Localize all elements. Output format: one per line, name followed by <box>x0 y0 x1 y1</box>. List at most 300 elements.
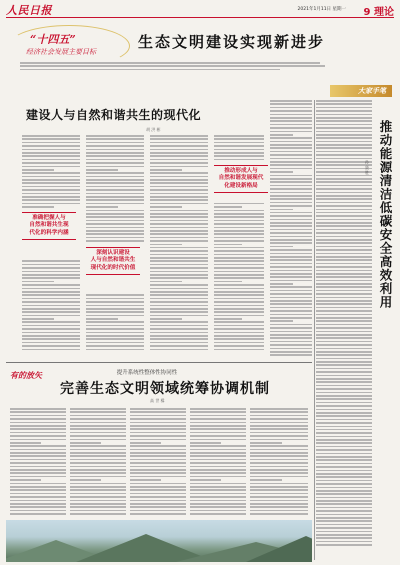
text-line <box>130 428 186 430</box>
text-line <box>214 267 264 269</box>
text-line <box>270 229 312 231</box>
text-line <box>86 308 144 310</box>
text-line <box>214 321 264 323</box>
text-line <box>150 193 208 195</box>
text-line <box>250 408 308 410</box>
text-line <box>214 203 264 205</box>
text-line <box>86 321 144 323</box>
text-line <box>22 321 80 323</box>
text-line <box>70 510 126 512</box>
text-line <box>150 216 208 218</box>
text-line <box>150 254 208 256</box>
text-line <box>214 264 264 266</box>
text-line <box>22 193 80 195</box>
text-line <box>270 137 312 139</box>
text-line <box>250 496 308 498</box>
text-line <box>150 271 208 273</box>
text-line <box>150 189 208 191</box>
column-divider <box>314 100 315 560</box>
text-line <box>22 338 80 340</box>
section-kicker-sub: 经济社会发展主要目标 <box>26 48 96 56</box>
text-line <box>22 277 80 279</box>
text-line <box>190 455 246 457</box>
text-line <box>316 314 372 316</box>
text-line <box>10 418 66 420</box>
text-line <box>150 328 208 330</box>
text-line <box>270 280 312 282</box>
text-line <box>22 328 80 330</box>
text-line <box>316 344 372 346</box>
text-line <box>316 225 372 227</box>
text-line <box>316 127 372 129</box>
text-line <box>70 469 126 471</box>
text-line <box>270 141 312 143</box>
text-line <box>130 496 186 498</box>
text-line <box>10 432 66 434</box>
text-line <box>316 212 372 214</box>
text-line <box>270 310 312 312</box>
text-line <box>22 308 80 310</box>
text-line <box>316 422 372 424</box>
text-line <box>70 466 126 468</box>
text-line <box>316 395 372 397</box>
text-line <box>150 291 208 293</box>
text-line <box>10 445 66 447</box>
text-line <box>214 308 264 310</box>
body-column-2 <box>86 135 144 352</box>
text-line <box>270 110 312 112</box>
article-title: 建设人与自然和谐共生的现代化 <box>26 108 202 122</box>
text-line <box>22 186 80 188</box>
text-line <box>316 303 372 305</box>
text-line <box>214 274 264 276</box>
text-line <box>130 479 161 481</box>
text-line <box>150 247 208 249</box>
text-line <box>316 368 372 370</box>
text-line <box>22 284 80 286</box>
text-line <box>214 298 264 300</box>
text-line <box>70 442 101 444</box>
text-line <box>316 185 372 187</box>
text-line <box>316 270 372 272</box>
text-line <box>70 435 126 437</box>
text-line <box>270 131 312 133</box>
text-line <box>70 449 126 451</box>
text-line <box>86 210 144 212</box>
text-line <box>250 415 308 417</box>
text-line <box>270 286 312 288</box>
text-line <box>250 500 308 502</box>
text-line <box>10 452 66 454</box>
column-banner-label: 大家手笔 <box>358 86 386 95</box>
text-line <box>86 301 144 303</box>
text-line <box>316 175 372 177</box>
text-line <box>22 298 80 300</box>
bottom-article-title: 完善生态文明领域统筹协调机制 <box>60 381 270 397</box>
text-line <box>316 436 372 438</box>
text-line <box>150 186 208 188</box>
text-line <box>86 186 144 188</box>
text-line <box>316 375 372 377</box>
text-line <box>270 266 312 268</box>
text-line <box>316 364 372 366</box>
text-line <box>86 162 144 164</box>
text-line <box>150 179 208 181</box>
text-line <box>22 145 80 147</box>
text-line <box>150 274 208 276</box>
section-intro-text <box>20 62 330 82</box>
text-line <box>130 435 186 437</box>
text-line <box>86 328 144 330</box>
text-line <box>70 462 126 464</box>
text-line <box>316 280 372 282</box>
text-line <box>10 486 66 488</box>
text-line <box>22 138 80 140</box>
text-line <box>10 435 66 437</box>
text-line <box>214 206 242 208</box>
text-line <box>316 456 372 458</box>
text-line <box>270 351 312 353</box>
text-line <box>22 199 80 201</box>
text-line <box>150 213 208 215</box>
text-line <box>316 446 372 448</box>
text-line <box>130 466 186 468</box>
text-line <box>70 455 126 457</box>
text-line <box>214 254 264 256</box>
text-line <box>316 493 372 495</box>
text-line <box>316 205 372 207</box>
text-line <box>316 310 372 312</box>
text-line <box>86 315 144 317</box>
text-line <box>316 453 372 455</box>
text-line <box>270 154 312 156</box>
text-line <box>22 332 80 334</box>
text-line <box>214 332 264 334</box>
text-line <box>270 144 312 146</box>
text-line <box>316 510 372 512</box>
text-line <box>316 341 372 343</box>
text-line <box>214 237 264 239</box>
text-line <box>70 486 126 488</box>
text-line <box>190 452 246 454</box>
text-line <box>214 155 264 157</box>
text-line <box>190 503 246 505</box>
text-line <box>316 426 372 428</box>
text-line <box>150 210 208 212</box>
text-line <box>150 162 208 164</box>
text-line <box>86 166 144 168</box>
text-line <box>270 270 312 272</box>
text-line <box>270 256 312 258</box>
text-line <box>22 260 80 262</box>
text-line <box>250 422 308 424</box>
text-line <box>214 345 264 347</box>
text-line <box>86 342 144 344</box>
text-line <box>316 239 372 241</box>
text-line <box>270 348 312 350</box>
text-line <box>316 439 372 441</box>
text-line <box>10 449 66 451</box>
text-line <box>190 439 246 441</box>
text-line <box>150 244 182 246</box>
text-line <box>316 480 372 482</box>
text-line <box>270 236 312 238</box>
text-line <box>70 408 126 410</box>
text-line <box>250 459 308 461</box>
text-line <box>150 138 208 140</box>
text-line <box>316 520 372 522</box>
text-line <box>150 345 208 347</box>
text-line <box>270 259 312 261</box>
text-line <box>130 500 186 502</box>
text-line <box>316 412 372 414</box>
text-line <box>316 141 372 143</box>
text-line <box>270 246 293 248</box>
text-line <box>214 240 264 242</box>
text-line <box>316 273 372 275</box>
text-line <box>270 317 312 319</box>
text-line <box>70 439 126 441</box>
text-line <box>270 249 312 251</box>
text-line <box>270 147 312 149</box>
text-line <box>22 274 80 276</box>
text-line <box>214 284 264 286</box>
text-line <box>214 233 264 235</box>
text-line <box>10 408 66 410</box>
text-line <box>214 305 264 307</box>
text-line <box>130 469 186 471</box>
text-line <box>70 445 126 447</box>
text-line <box>214 328 264 330</box>
text-line <box>214 294 264 296</box>
text-line <box>86 142 144 144</box>
text-line <box>270 175 312 177</box>
text-line <box>86 155 144 157</box>
text-line <box>214 135 264 137</box>
text-line <box>316 297 372 299</box>
text-line <box>150 342 208 344</box>
text-line <box>214 311 264 313</box>
text-line <box>250 503 308 505</box>
text-line <box>316 432 372 434</box>
text-line <box>10 476 66 478</box>
text-line <box>250 439 308 441</box>
text-line <box>270 195 312 197</box>
text-line <box>70 418 126 420</box>
text-line <box>316 419 372 421</box>
text-line <box>10 503 66 505</box>
text-line <box>150 240 208 242</box>
text-line <box>150 237 208 239</box>
text-line <box>150 311 208 313</box>
text-line <box>250 483 308 485</box>
text-line <box>10 425 66 427</box>
text-line <box>316 392 372 394</box>
page-number: 9 理论 <box>363 7 394 18</box>
text-line <box>150 294 208 296</box>
text-line <box>86 176 144 178</box>
text-line <box>130 472 186 474</box>
text-line <box>190 428 246 430</box>
text-line <box>150 166 208 168</box>
text-line <box>270 192 312 194</box>
text-line <box>10 455 66 457</box>
text-line <box>316 307 372 309</box>
text-line <box>86 349 144 351</box>
text-line <box>22 342 80 344</box>
text-line <box>86 149 144 151</box>
text-line <box>150 220 208 222</box>
text-line <box>190 445 246 447</box>
text-line <box>316 103 372 105</box>
text-line <box>270 276 312 278</box>
bottom-column-4 <box>190 408 246 517</box>
text-line <box>10 489 66 491</box>
text-line <box>190 493 246 495</box>
text-line <box>270 222 312 224</box>
text-line <box>150 149 208 151</box>
text-line <box>150 250 208 252</box>
text-line <box>22 149 80 151</box>
text-line <box>316 327 372 329</box>
text-line <box>150 267 208 269</box>
text-line <box>270 225 312 227</box>
text-line <box>86 145 144 147</box>
text-line <box>130 483 186 485</box>
text-line <box>70 489 126 491</box>
bottom-column-logo: 有的放矢 <box>10 370 42 380</box>
text-line <box>316 100 372 102</box>
text-line <box>316 114 372 116</box>
text-line <box>316 290 372 292</box>
text-line <box>250 462 308 464</box>
text-line <box>214 159 264 161</box>
text-line <box>316 514 372 516</box>
text-line <box>214 318 242 320</box>
text-line <box>316 449 372 451</box>
text-line <box>190 466 246 468</box>
text-line <box>316 131 372 133</box>
text-line <box>86 298 144 300</box>
text-line <box>316 381 372 383</box>
text-line <box>316 388 372 390</box>
text-line <box>150 199 208 201</box>
text-line <box>22 206 54 208</box>
text-line <box>86 206 118 208</box>
body-column-5 <box>270 100 312 358</box>
text-line <box>150 176 208 178</box>
text-line <box>190 442 221 444</box>
text-line <box>130 513 186 515</box>
text-line <box>250 445 308 447</box>
text-line <box>130 493 186 495</box>
text-line <box>150 277 208 279</box>
text-line <box>190 496 246 498</box>
text-line <box>130 486 186 488</box>
text-line <box>70 452 126 454</box>
section-kicker: “十四五” <box>30 33 76 46</box>
text-line <box>150 284 208 286</box>
text-line <box>150 335 208 337</box>
text-line <box>316 524 372 526</box>
text-line <box>270 209 293 211</box>
text-line <box>190 449 246 451</box>
text-line <box>214 149 264 151</box>
text-line <box>250 476 308 478</box>
text-line <box>316 151 372 153</box>
text-line <box>214 291 264 293</box>
text-line <box>270 327 312 329</box>
article-byline: 胡 洪 彬 <box>146 127 161 132</box>
text-line <box>214 257 264 259</box>
text-line <box>316 442 372 444</box>
text-line <box>150 315 208 317</box>
text-line <box>70 483 126 485</box>
text-line <box>214 216 264 218</box>
text-line <box>270 181 312 183</box>
masthead <box>6 3 394 18</box>
text-line <box>190 472 246 474</box>
text-line <box>86 338 144 340</box>
text-line <box>316 470 372 472</box>
text-line <box>70 503 126 505</box>
text-line <box>86 325 144 327</box>
text-line <box>270 232 312 234</box>
text-line <box>190 513 246 515</box>
text-line <box>10 496 66 498</box>
text-line <box>10 506 66 508</box>
text-line <box>22 159 80 161</box>
text-line <box>214 301 264 303</box>
text-line <box>22 176 80 178</box>
text-line <box>70 472 126 474</box>
text-line <box>150 325 208 327</box>
text-line <box>270 188 312 190</box>
text-line <box>250 442 282 444</box>
text-line <box>70 432 126 434</box>
text-line <box>86 305 144 307</box>
text-line <box>130 411 186 413</box>
text-line <box>250 428 308 430</box>
text-line <box>86 172 144 174</box>
text-line <box>150 298 208 300</box>
text-line <box>316 531 372 533</box>
text-line <box>10 466 66 468</box>
text-line <box>270 117 312 119</box>
text-line <box>86 213 144 215</box>
text-line <box>270 273 312 275</box>
text-line <box>190 500 246 502</box>
text-line <box>270 283 293 285</box>
text-line <box>270 127 312 129</box>
text-line <box>150 206 182 208</box>
text-line <box>270 253 312 255</box>
text-line <box>250 418 308 420</box>
text-line <box>10 459 66 461</box>
text-line <box>316 361 372 363</box>
text-line <box>316 117 372 119</box>
text-line <box>70 415 126 417</box>
text-line <box>316 487 372 489</box>
text-line <box>316 246 372 248</box>
text-line <box>150 172 208 174</box>
text-line <box>86 332 144 334</box>
text-line <box>316 249 372 251</box>
text-line <box>10 462 66 464</box>
text-line <box>316 517 372 519</box>
text-line <box>190 483 246 485</box>
text-line <box>250 506 308 508</box>
